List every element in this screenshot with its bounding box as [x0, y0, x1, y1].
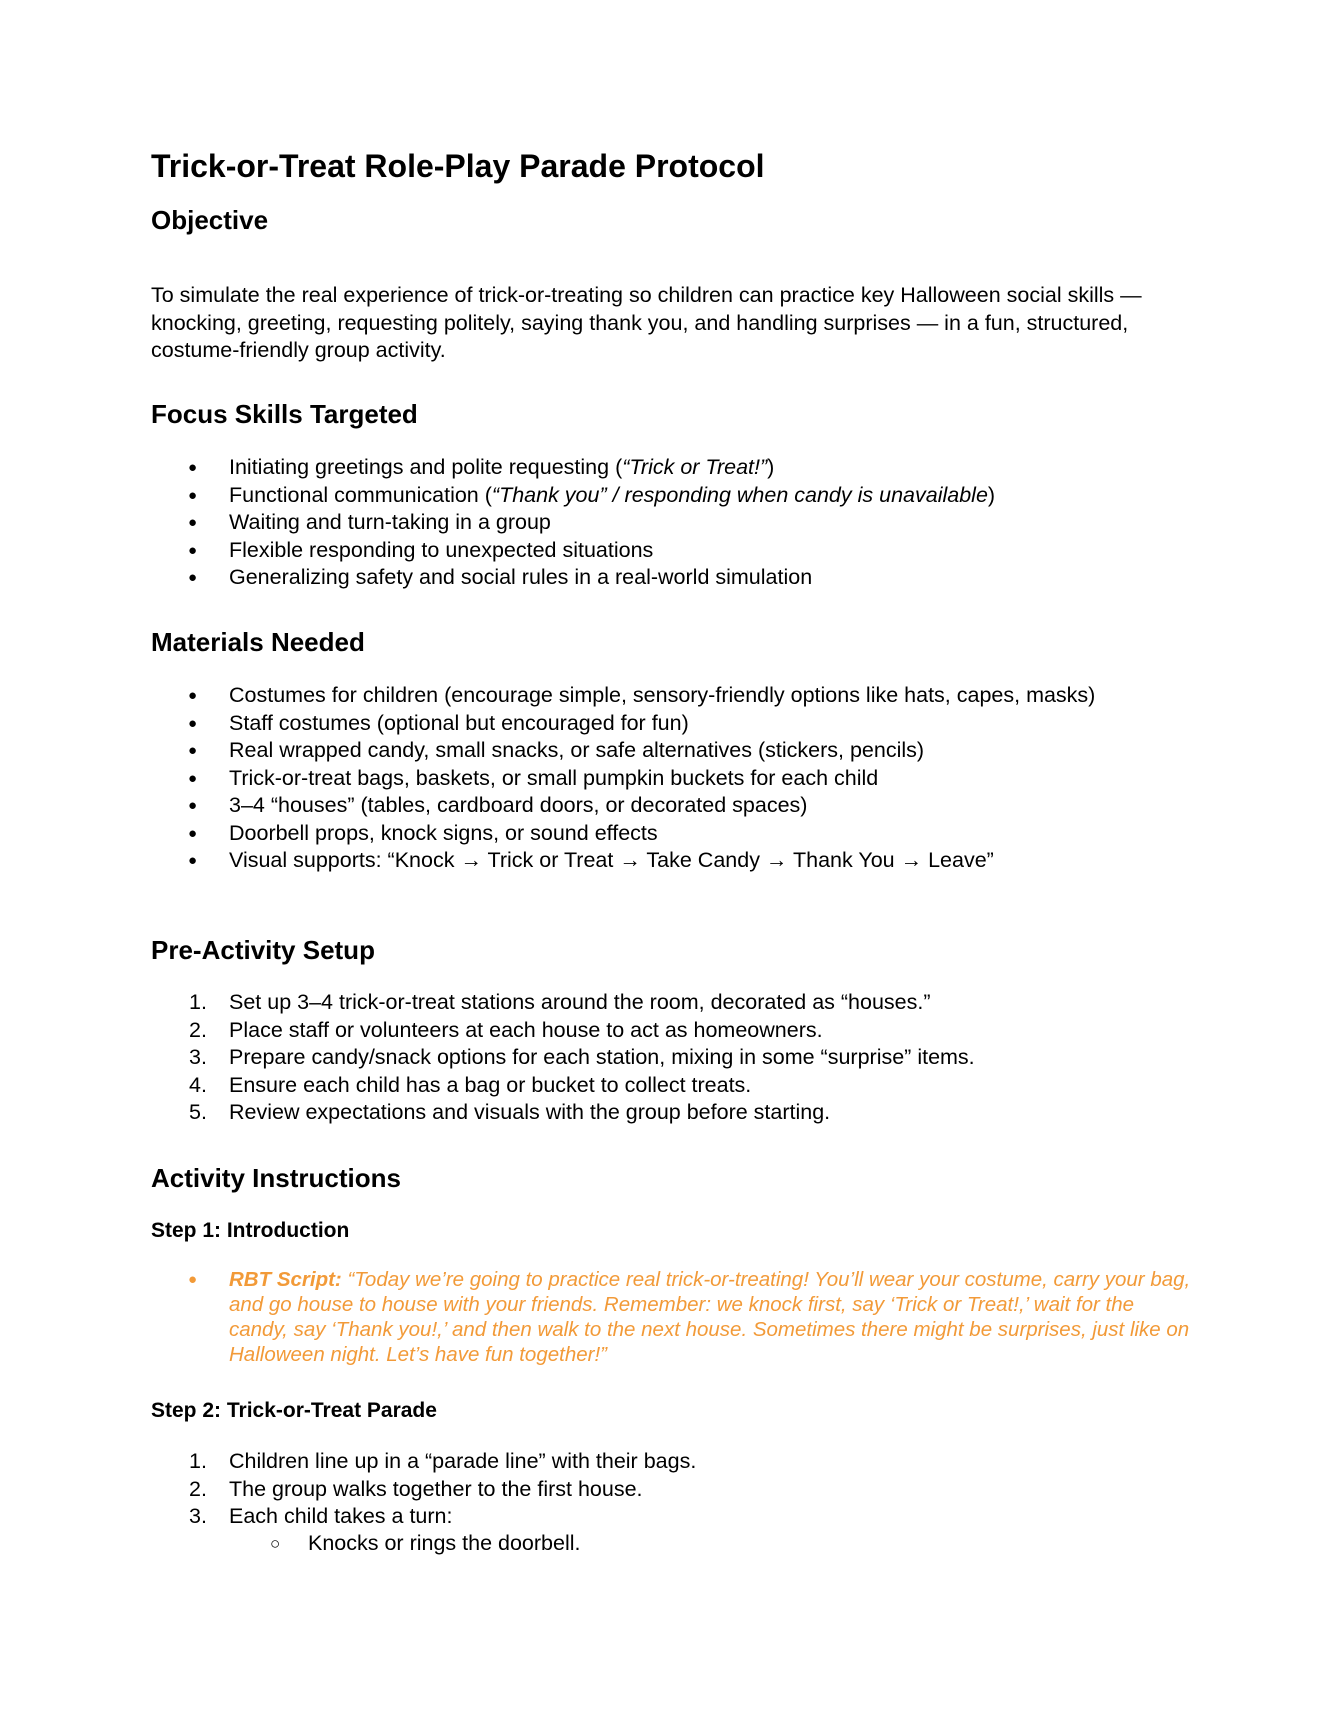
list-item: ● Generalizing safety and social rules in a real-world simulation	[151, 564, 1191, 592]
materials-heading: Materials Needed	[151, 627, 365, 657]
script-text: “Today we’re going to practice real trick-or-treating! You’ll wear your costume, carry your bag, and go house to house with your friends. Remember: we knock first, say ‘Trick or Treat!,’ wait for the candy, say ‘Thank you!,’ and then walk to the next house. Sometimes there might be surprises, just like on Halloween night. Let’s have fun together!”	[229, 1268, 1191, 1366]
list-item	[151, 1267, 1191, 1367]
step2-sublist	[151, 1530, 1191, 1558]
list-item: ● Flexible responding to unexpected situations	[151, 537, 1191, 565]
step2-list	[151, 1448, 1191, 1531]
step1-heading: Step 1: Introduction	[151, 1219, 350, 1242]
script-label: RBT Script:	[229, 1268, 342, 1291]
list-item: ● 3–4 “houses” (tables, cardboard doors, or decorated spaces)	[151, 792, 1191, 820]
focus-skills-heading: Focus Skills Targeted	[151, 399, 418, 429]
rbt-script	[151, 1267, 1191, 1367]
focus-skills-list	[151, 454, 1191, 592]
objective-text: To simulate the real experience of trick-or-treating so children can practice key Halloween social skills — knocking, greeting, requesting politely, saying thank you, and handling surprises — in a fun, structured, costume-friendly group activity.	[151, 283, 1142, 362]
list-item: ● Doorbell props, knock signs, or sound effects	[151, 820, 1191, 848]
objective-heading: Objective	[151, 205, 269, 235]
document-title: Trick-or-Treat Role-Play Parade Protocol	[151, 148, 765, 184]
list-item: ● Initiating greetings and polite requesting (“Trick or Treat!”)	[151, 454, 1191, 482]
instructions-heading: Activity Instructions	[151, 1163, 401, 1193]
list-item: 5. Review expectations and visuals with the group before starting.	[189, 1100, 831, 1124]
list-item: 1. Set up 3–4 trick-or-treat stations around the room, decorated as “houses.”	[189, 990, 931, 1014]
list-item: 3. Prepare candy/snack options for each station, mixing in some “surprise” items.	[189, 1045, 975, 1069]
list-item: 2. Place staff or volunteers at each house to act as homeowners.	[189, 1017, 823, 1042]
list-item: 1. Children line up in a “parade line” with their bags.	[189, 1449, 697, 1473]
list-item: ○ Knocks or rings the doorbell.	[151, 1530, 1191, 1558]
list-item: ● Trick-or-treat bags, baskets, or small pumpkin buckets for each child	[151, 765, 1191, 793]
list-item: 3. Each child takes a turn:	[189, 1504, 453, 1528]
materials-list	[151, 682, 1191, 875]
list-item: ● Functional communication (“Thank you” / responding when candy is unavailable)	[151, 482, 1191, 510]
list-item: ● Visual supports: “Knock → Trick or Treat → Take Candy → Thank You → Leave”	[151, 847, 1191, 875]
setup-heading: Pre-Activity Setup	[151, 935, 375, 965]
list-item: ● Waiting and turn-taking in a group	[151, 509, 1191, 537]
list-item: 4. Ensure each child has a bag or bucket to collect treats.	[189, 1072, 752, 1097]
list-item: ● Costumes for children (encourage simple, sensory-friendly options like hats, capes, masks)	[151, 682, 1191, 710]
list-item: ● Staff costumes (optional but encouraged for fun)	[151, 710, 1191, 738]
list-item: ● Real wrapped candy, small snacks, or safe alternatives (stickers, pencils)	[151, 737, 1191, 765]
list-item: 2. The group walks together to the first house.	[189, 1476, 643, 1501]
step2-heading: Step 2: Trick-or-Treat Parade	[151, 1399, 437, 1422]
setup-list	[151, 989, 1191, 1127]
